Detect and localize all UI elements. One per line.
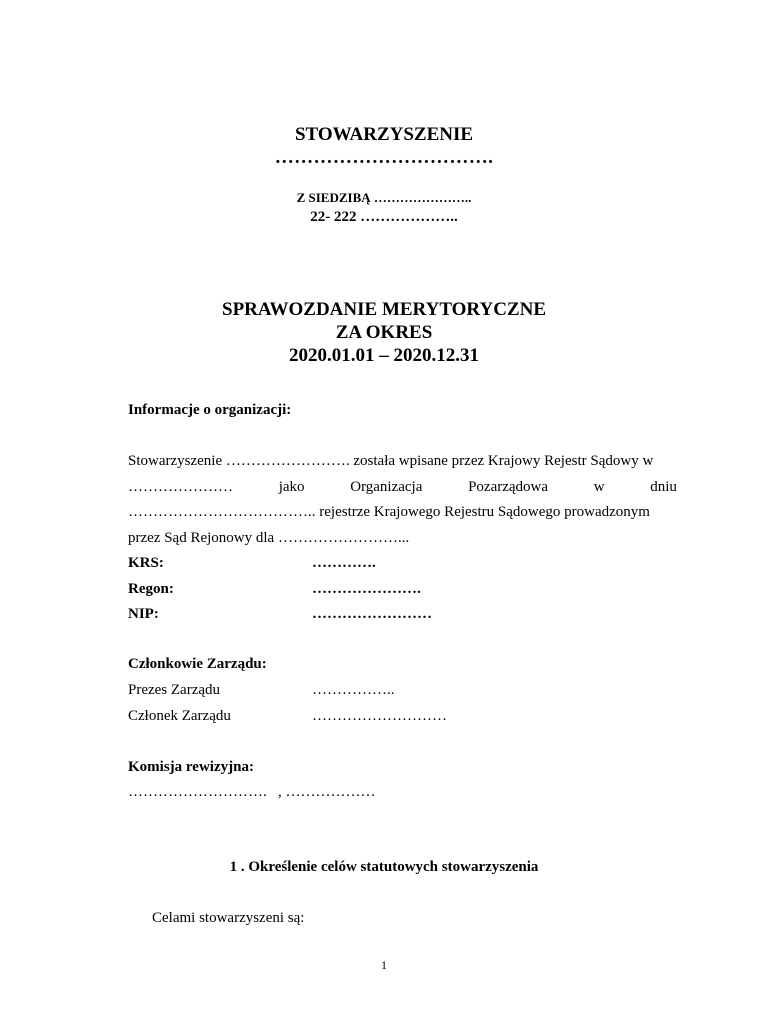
seat-line: Z SIEDZIBĄ …………………..	[296, 190, 472, 205]
report-title: SPRAWOZDANIE MERYTORYCZNE	[222, 299, 546, 320]
board-president-value: ……………..	[312, 682, 395, 698]
paragraph-word: …………………	[128, 479, 233, 495]
board-member-value: ………………………	[312, 708, 447, 724]
organization-paragraph-line-4: przez Sąd Rejonowy dla ……………………...	[128, 530, 410, 546]
krs-value: ………….	[312, 555, 376, 571]
regon-value: ………………….	[312, 581, 421, 597]
krs-label: KRS:	[128, 555, 164, 571]
board-president-role: Prezes Zarządu	[128, 682, 221, 698]
organization-heading: Informacje o organizacji:	[128, 402, 292, 418]
paragraph-word: Pozarządowa	[468, 479, 549, 495]
postal-line: 22- 222 ………………..	[310, 209, 458, 225]
audit-committee-members: ………………………. , ………………	[128, 784, 376, 800]
goals-intro: Celami stowarzyszeni są:	[152, 910, 305, 926]
audit-committee-heading: Komisja rewizyjna:	[128, 759, 254, 775]
org-label: STOWARZYSZENIE	[294, 124, 474, 145]
org-name-placeholder: …………………………….	[274, 147, 494, 168]
nip-label: NIP:	[128, 606, 159, 622]
organization-paragraph-line-1: Stowarzyszenie ……………………. została wpisane przez Krajowy Rejestr Sądowy w	[128, 453, 654, 469]
report-dates: 2020.01.01 – 2020.12.31	[289, 345, 479, 366]
paragraph-word: w	[593, 479, 605, 495]
nip-value: ……………………	[312, 606, 432, 622]
paragraph-word: dniu	[650, 479, 677, 495]
paragraph-word: jako	[278, 479, 305, 495]
report-period-label: ZA OKRES	[335, 322, 433, 343]
regon-label: Regon:	[128, 581, 174, 597]
section-1-heading: 1 . Określenie celów statutowych stowarzyszenia	[229, 859, 539, 875]
page-number: 1	[381, 958, 387, 972]
organization-paragraph-line-2	[128, 479, 677, 496]
board-heading: Członkowie Zarządu:	[128, 656, 267, 672]
paragraph-word: Organizacja	[350, 479, 423, 495]
organization-paragraph-line-3: ……………………………….. rejestrze Krajowego Rejestru Sądowego prowadzonym	[128, 504, 650, 520]
board-member-role: Członek Zarządu	[128, 708, 231, 724]
